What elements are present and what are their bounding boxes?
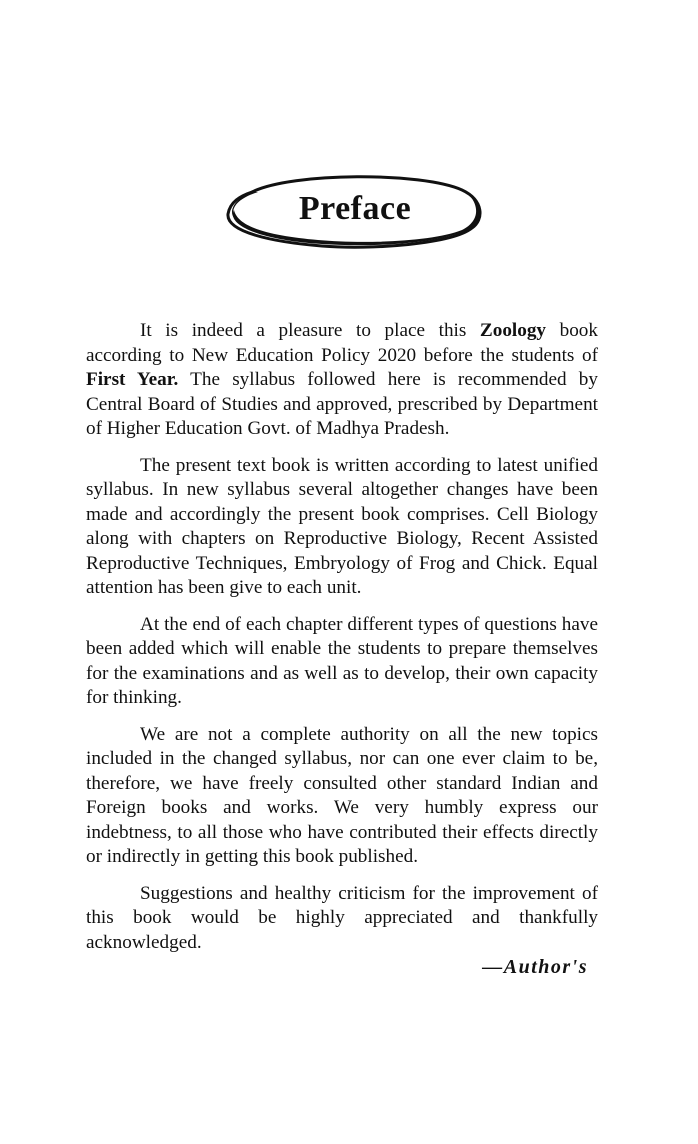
paragraph-text: The syllabus followed here is recommended by Central Board of Studies and approved, prescribed by Department of Higher Education Govt. of Madhya Pradesh.: [86, 369, 598, 439]
paragraph: [86, 454, 598, 601]
paragraph-text: Suggestions and healthy criticism for the improvement of this book would be highly appreciated and thankfully acknowledged.: [86, 882, 598, 953]
paragraph: [86, 723, 598, 870]
preface-body: [86, 319, 598, 967]
paragraph-text: The present text book is written according to latest unified syllabus. In new syllabus several altogether changes have been made and accordingly the present book comprises. Cell Biology along with chapters on Reproductive Biology, Recent Assisted Reproductive Techniques, Embryology of Frog and Chick. Equal attention has been give to each unit.: [86, 454, 598, 598]
paragraph: [86, 613, 598, 711]
paragraph: [86, 882, 598, 956]
title-badge: [222, 170, 488, 252]
paragraph-text: It is indeed a pleasure to place this: [140, 320, 480, 341]
paragraph: [86, 319, 598, 442]
paragraph-text: book according to New Education Policy 2020 before the students of: [86, 320, 598, 366]
page-title: Preface: [298, 190, 412, 227]
author-signature: —Author's: [482, 956, 588, 978]
bold-text: First Year.: [86, 369, 179, 390]
bold-text: Zoology: [479, 320, 547, 341]
paragraph-text: We are not a complete authority on all the new topics included in the changed syllabus, nor can one ever claim to be, therefore, we have freely consulted other standard Indian and Foreign books and works. We very humbly express our indebtness, to all those who have contributed their effects directly or indirectly in getting this book published.: [86, 723, 598, 867]
paragraph-text: At the end of each chapter different types of questions have been added which will enable the students to prepare themselves for the examinations and as well as to develop, their own capacity for thinking.: [86, 613, 598, 708]
